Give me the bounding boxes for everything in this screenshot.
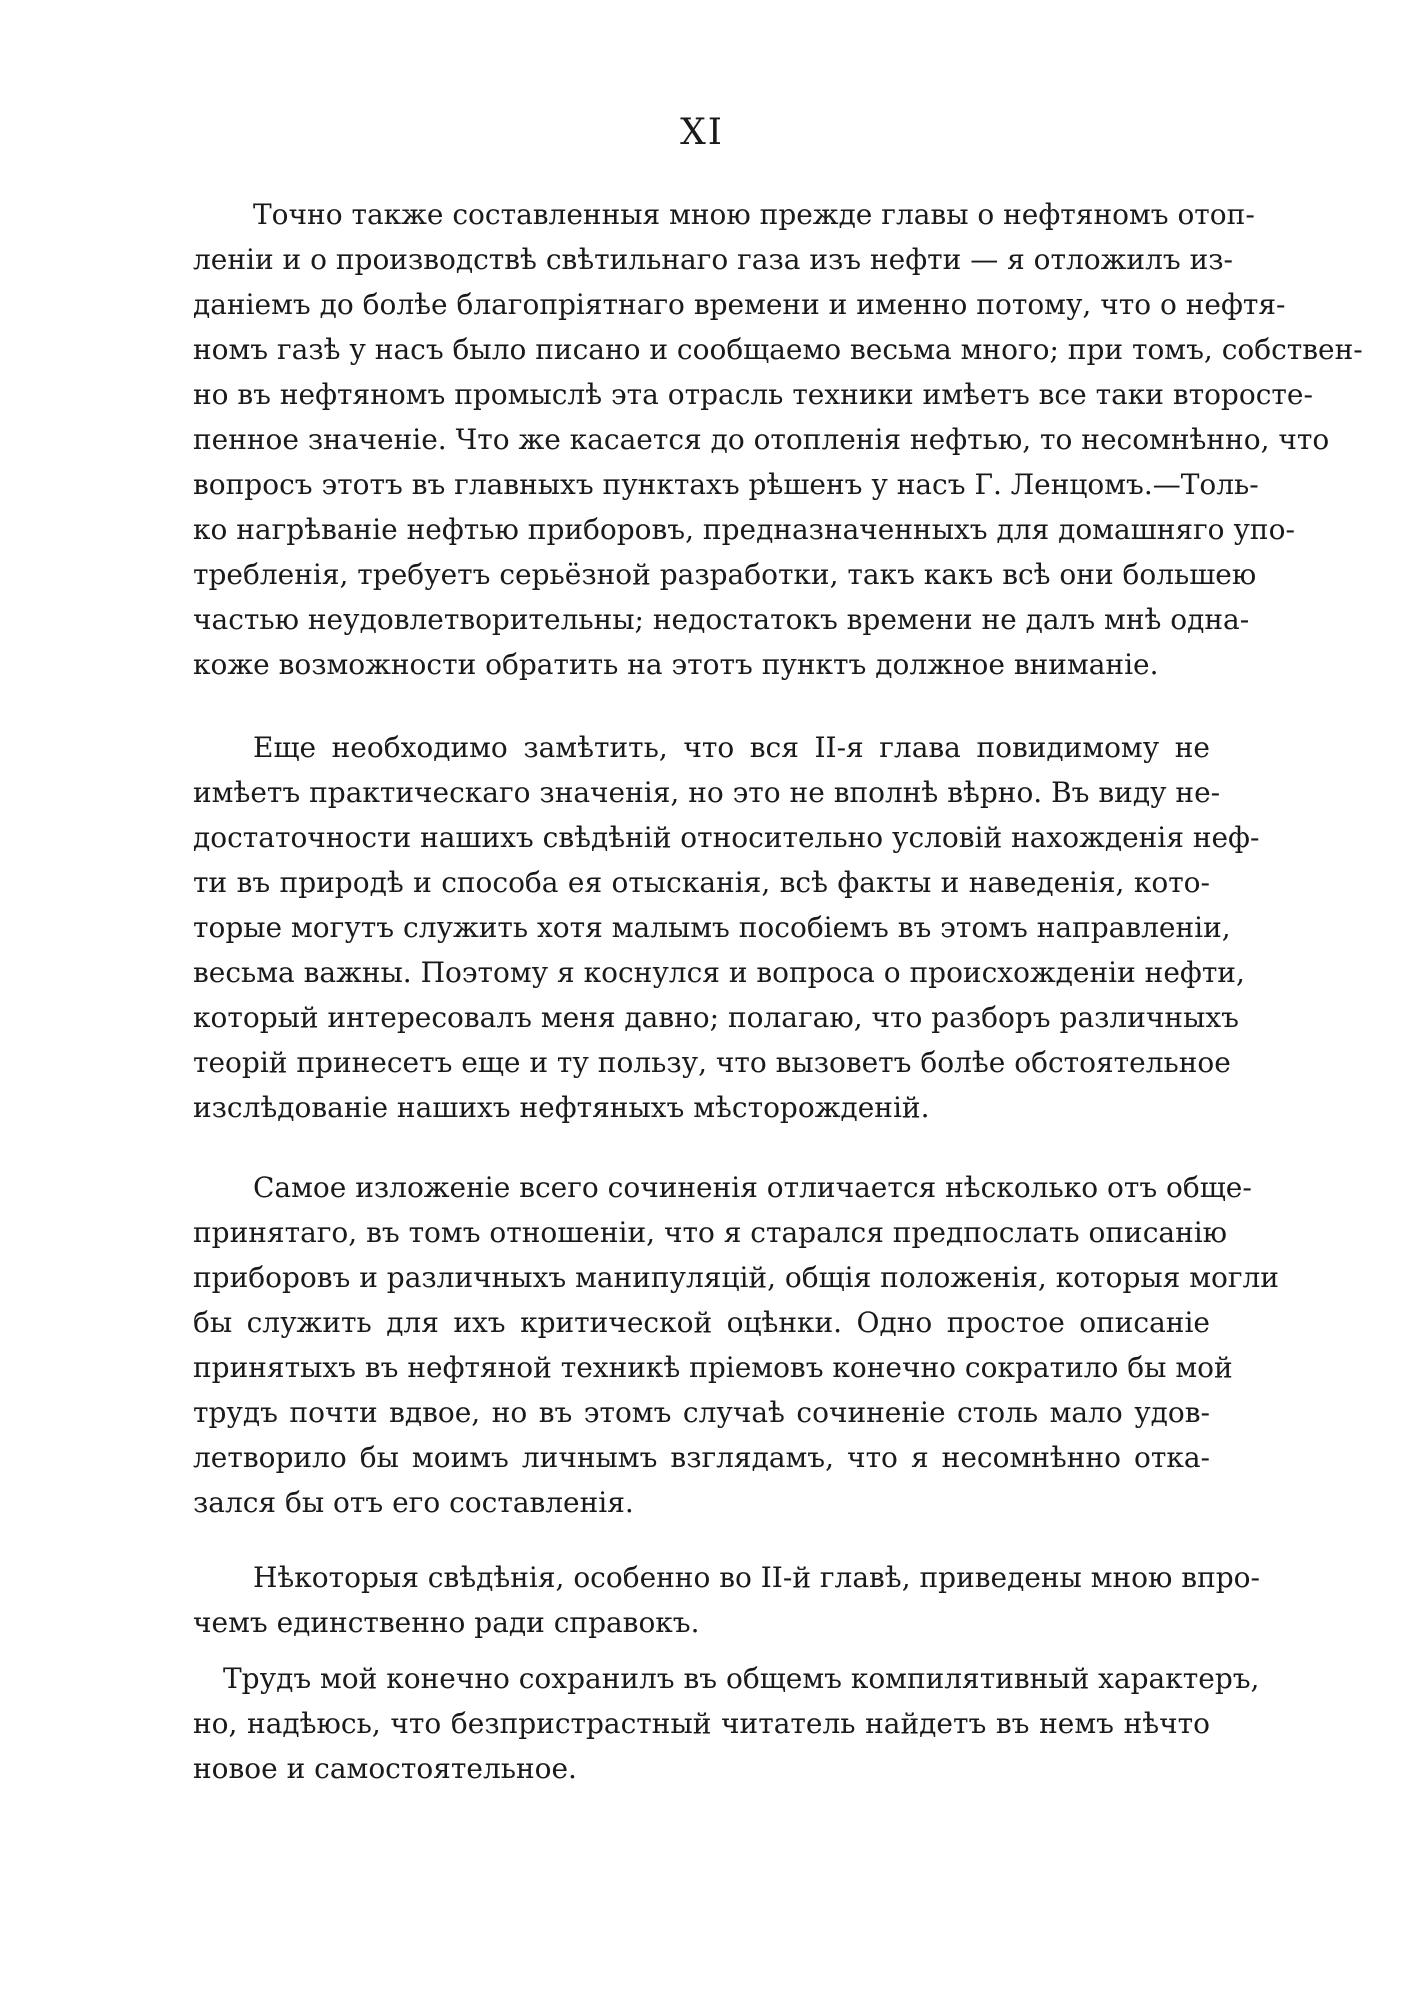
paragraph-1 — [193, 192, 1363, 687]
paragraph-line: номъ газѣ у насъ было писано и сообщаемо весьма много; при томъ, собствен- — [193, 333, 1363, 366]
paragraph-line: частью неудовлетворительны; недостатокъ времени не далъ мнѣ одна- — [193, 603, 1250, 636]
paragraph-line: имѣетъ практическаго значенія, но это не вполнѣ вѣрно. Въ виду не- — [193, 776, 1221, 809]
paragraph-line: Точно также составленныя мною прежде главы о нефтяномъ отоп- — [253, 198, 1255, 231]
paragraph-line: но, надѣюсь, что безпристрастный читатель найдетъ въ немъ нѣчто — [193, 1707, 1210, 1740]
paragraph-line: ко нагрѣваніе нефтью приборовъ, предназначенныхъ для домашняго упо- — [193, 513, 1295, 546]
paragraph-line: зался бы отъ его составленія. — [193, 1486, 634, 1519]
paragraph-line: трудъ почти вдвое, но въ этомъ случаѣ сочиненіе столь мало удов- — [193, 1396, 1210, 1429]
paragraph-5 — [193, 1656, 1260, 1791]
paragraph-line: ти въ природѣ и способа ея отысканія, всѣ факты и наведенія, кото- — [193, 866, 1210, 899]
paragraph-line: пенное значеніе. Что же касается до отопленія нефтью, то несомнѣнно, что — [193, 423, 1330, 456]
paragraph-line: весьма важны. Поэтому я коснулся и вопроса о происхожденіи нефти, — [193, 956, 1245, 989]
paragraph-line: но въ нефтяномъ промыслѣ эта отрасль техники имѣетъ все таки второсте- — [193, 378, 1313, 411]
paragraph-line: изслѣдованіе нашихъ нефтяныхъ мѣсторожденій. — [193, 1091, 930, 1124]
paragraph-2 — [193, 725, 1260, 1130]
paragraph-line: Еще необходимо замѣтить, что вся II-я глава повидимому не — [253, 731, 1210, 764]
paragraph-line: чемъ единственно ради справокъ. — [193, 1606, 700, 1639]
paragraph-line: принятаго, въ томъ отношеніи, что я старался предпослать описанію — [193, 1216, 1228, 1249]
paragraph-line: требленія, требуетъ серьёзной разработки, такъ какъ всѣ они большею — [193, 558, 1257, 591]
paragraph-line: новое и самостоятельное. — [193, 1752, 577, 1785]
paragraph-3 — [193, 1165, 1279, 1525]
paragraph-line: Трудъ мой конечно сохранилъ въ общемъ компилятивный характеръ, — [223, 1662, 1260, 1695]
paragraph-line: достаточности нашихъ свѣдѣній относительно условій нахожденія неф- — [193, 821, 1260, 854]
paragraph-line: принятыхъ въ нефтяной техникѣ пріемовъ конечно сократило бы мой — [193, 1351, 1233, 1384]
paragraph-line: приборовъ и различныхъ манипуляцій, общія положенія, которыя могли — [193, 1261, 1279, 1294]
paragraph-line: коже возможности обратить на этотъ пунктъ должное вниманіе. — [193, 648, 1159, 681]
paragraph-line: Нѣкоторыя свѣдѣнія, особенно во II-й главѣ, приведены мною впро- — [253, 1561, 1260, 1594]
paragraph-line: вопросъ этотъ въ главныхъ пунктахъ рѣшенъ у насъ Г. Ленцомъ.—Толь- — [193, 468, 1259, 501]
paragraph-line: торые могутъ служить хотя малымъ пособіемъ въ этомъ направленіи, — [193, 911, 1231, 944]
paragraph-line: теорій принесетъ еще и ту пользу, что вызоветъ болѣе обстоятельное — [193, 1046, 1231, 1079]
paragraph-line: даніемъ до болѣе благопріятнаго времени и именно потому, что о нефтя- — [193, 288, 1286, 321]
paragraph-line: бы служить для ихъ критической оцѣнки. Одно простое описаніе — [193, 1306, 1210, 1339]
page-number: XI — [680, 112, 724, 153]
paragraph-line: летворило бы моимъ личнымъ взглядамъ, что я несомнѣнно отка- — [193, 1441, 1210, 1474]
paragraph-4 — [193, 1555, 1260, 1645]
paragraph-line: который интересовалъ меня давно; полагаю, что разборъ различныхъ — [193, 1001, 1239, 1034]
paragraph-line: Самое изложеніе всего сочиненія отличается нѣсколько отъ обще- — [253, 1171, 1252, 1204]
paragraph-line: леніи и о производствѣ свѣтильнаго газа изъ нефти — я отложилъ из- — [193, 243, 1233, 276]
